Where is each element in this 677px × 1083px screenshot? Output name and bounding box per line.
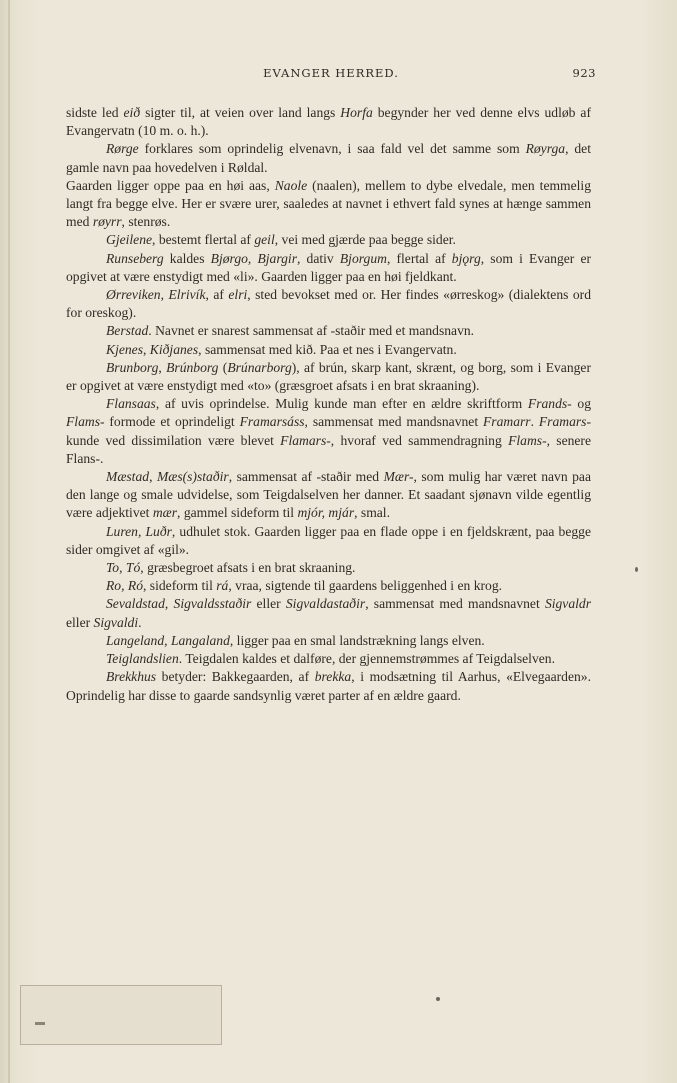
label-mark [35,1022,45,1025]
paragraph: Gaarden ligger oppe paa en høi aas, Naole (naalen), mellem to dybe elvedale, men temmelig langt fra begge elve. Her er svære urer, saaledes at navnet i ethvert fald synes at hænge sammen med røyrr, stenrøs. [66,177,592,230]
paragraph: Luren, Luðr, udhulet stok. Gaarden ligger paa en flade oppe i en fjeldskrænt, paa begge sider omgivet af «gil». [66,523,591,557]
paragraph: Brekkhus betyder: Bakkegaarden, af brekka, i modsætning til Aarhus, «Elvegaarden». Oprindelig har disse to gaarde sandsynlig været parter af en ældre gaard. [66,669,591,703]
binding-edge [8,0,10,1083]
paragraph: To, Tó, græsbegroet afsats i en brat skraaning. [106,560,356,576]
paragraph: Ro, Ró, sideform til rá, vraa, sigtende til gaardens beliggenhed i en krog. [106,578,503,594]
paragraph: Kjenes, Kiðjanes, sammensat med kið. Paa et nes i Evangervatn. [106,341,457,357]
paragraph: Teiglandslien. Teigdalen kaldes et dalføre, der gjennemstrømmes af Teigdalselven. [106,651,555,667]
paragraph: Brunborg, Brúnborg (Brúnarborg), af brún, skarp kant, skrænt, og borg, som i Evanger er opgivet at være enstydigt med «to» (græsgroet afsats i en brat skraaning). [66,359,591,394]
paragraph: Ørreviken, Elrivík, af elri, sted bevokset med or. Her findes «ørreskog» (dialektens ord for oreskog). [66,287,591,321]
paragraph: Gjeilene, bestemt flertal af geil, vei med gjærde paa begge sider. [106,232,456,248]
paragraph: Runseberg kaldes Bjørgo, Bjargir, dativ Bjorgum, flertal af bjǫrg, som i Evanger er opgivet at være enstydigt med «li». Gaarden ligger paa en høi fjeldkant. [66,250,592,284]
paragraph: sidste led eið sigter til, at veien over land langs Horfa begynder her ved denne elvs udløb af Evangervatn (10 m. o. h.). [66,105,591,139]
ink-speck [436,997,440,1001]
running-header [66,66,596,84]
page-body [66,104,591,705]
header-title: EVANGER HERRED. [263,66,399,80]
paragraph: Rørge forklares som oprindelig elvenavn, i saa fald vel det samme som Røyrga, det gamle navn paa hovedelven i Røldal. [66,141,591,175]
paragraph: Berstad. Navnet er snarest sammensat af -staðir med et mandsnavn. [106,323,475,339]
page-number: 923 [572,66,596,80]
paragraph: Flansaas, af uvis oprindelse. Mulig kunde man efter en ældre skriftform Frands- og Flams- formode et oprindeligt Framarsáss, sammensat med mandsnavnet Framarr. Framars- kunde ved dissimilation være blevet Flamars-, hvoraf ved sammendragning Flams-, senere Flans-. [66,396,591,466]
library-label [20,985,222,1045]
paragraph: Mæstad, Mæs(s)staðir, sammensat af -staðir med Mær-, som mulig har været navn paa den lange og smale udvidelse, som Teigdalselven her danner. Et saadant sjønavn vilde egentlig være adjektivet mær, gammel sideform til mjór, mjár, smal. [66,469,591,521]
paragraph: Langeland, Langaland, ligger paa en smal landstrækning langs elven. [106,632,485,648]
paragraph: Sevaldstad, Sigvaldsstaðir eller Sigvaldastaðir, sammensat med mandsnavnet Sigvaldr eller Sigvaldi. [66,596,592,630]
ink-speck [635,567,638,572]
